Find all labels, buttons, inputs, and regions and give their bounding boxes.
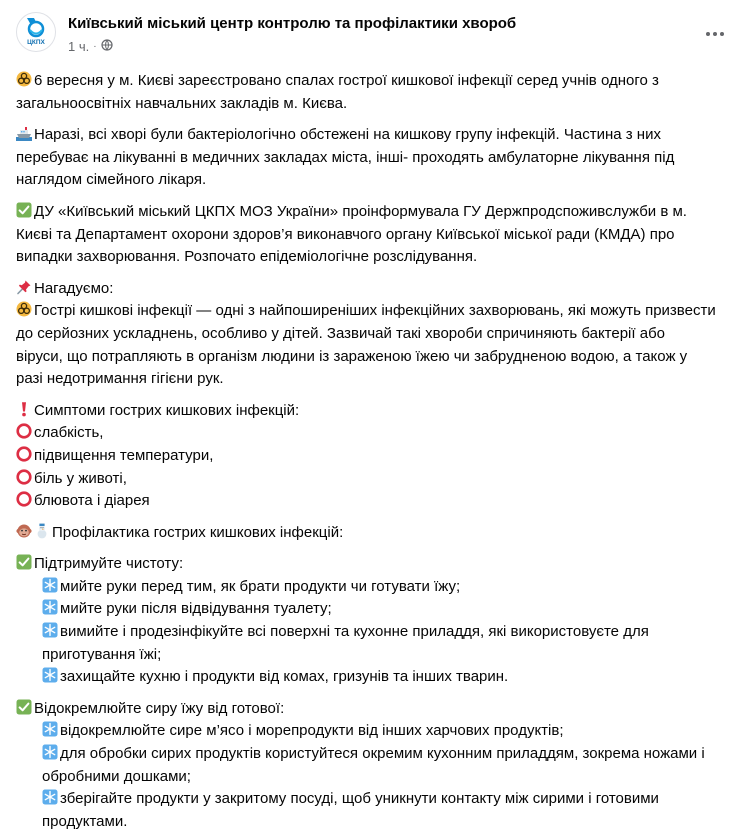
red-circle-icon [16, 469, 32, 485]
post-header [0, 0, 747, 62]
check-mark-icon [16, 699, 32, 715]
post-meta [68, 39, 113, 54]
snowflake-icon [42, 721, 58, 737]
check-mark-icon [16, 202, 32, 218]
paragraph-text: ДУ «Київський міський ЦКПХ МОЗ України» проінформувала ГУ Держпродспоживслужби в м. Києві та Департамент охорони здоров’я виконавчого органу Київської міської ради (КМДА) про випадки захворювання. Розпочато епідеміологічне розслідування. [16, 202, 687, 266]
list-item: захищайте кухню і продукти від комах, гризунів та інших тварин. [16, 666, 716, 689]
list-item: для обробки сирих продуктів користуйтеся окремим кухонним приладдям, зокрема ножами і обробними дошками; [42, 745, 705, 785]
pushpin-icon [16, 279, 32, 295]
prevention-title: Профілактика гострих кишкових інфекцій: [52, 523, 344, 541]
globe-icon [101, 39, 113, 54]
list-item: біль у животі, [16, 468, 716, 491]
list-item: мийте руки перед тим, як брати продукти чи готувати їжу; [16, 576, 716, 599]
check-mark-icon [16, 554, 32, 570]
post-body [16, 62, 716, 833]
clean-block [16, 553, 716, 689]
symptoms-block [16, 400, 716, 513]
snowflake-icon [42, 744, 58, 760]
list-item: блювота і діарея [16, 490, 716, 513]
paragraph-text: 6 вересня у м. Києві зареєстровано спалах гострої кишкової інфекції серед учнів одного з загальноосвітніх навчальних закладів м. Києва. [16, 72, 659, 112]
post-paragraph [16, 201, 716, 269]
section-title: Відокремлюйте сиру їжу від готової: [34, 699, 285, 717]
more-horizontal-icon [705, 31, 725, 37]
biohazard-icon [16, 301, 32, 317]
meta-separator: · [93, 41, 97, 52]
snowflake-icon [42, 599, 58, 615]
snowflake-icon [42, 667, 58, 683]
prevention-block [16, 522, 716, 545]
more-options-button[interactable] [697, 16, 733, 52]
biohazard-icon [16, 71, 32, 87]
avatar-label: ЦКПХ [27, 39, 45, 46]
paragraph-text: Гострі кишкові інфекції — одні з найпоширеніших інфекційних захворювань, які можуть призвести до серйозних ускладнень, особливо у дітей. Зазвичай такі хвороби спричиняють бактерії або віруси, що потрапляють в організм людини із зараженою їжею чи забрудненою водою, а також у разі недотримання гігієни рук. [16, 302, 716, 388]
separate-block [16, 698, 716, 833]
symptoms-title: Симптоми гострих кишкових інфекцій: [34, 401, 300, 419]
snowflake-icon [42, 577, 58, 593]
post-time[interactable]: 1 ч. [68, 39, 90, 54]
snowflake-icon [42, 622, 58, 638]
snowman-icon [34, 523, 50, 539]
red-circle-icon [16, 491, 32, 507]
reminder-title: Нагадуємо: [34, 279, 114, 297]
ship-icon [16, 125, 32, 141]
section-title: Підтримуйте чистоту: [34, 555, 184, 573]
post-paragraph [16, 70, 716, 115]
list-item: підвищення температури, [16, 445, 716, 468]
post-paragraph [16, 124, 716, 192]
page-name[interactable]: Київський міський центр контролю та профілактики хвороб [68, 15, 517, 32]
list-item: слабкість, [16, 422, 716, 445]
red-circle-icon [16, 446, 32, 462]
paragraph-text: Наразі, всі хворі були бактеріологічно обстежені на кишкову групу інфекцій. Частина з них перебуває на лікуванні в медичних закладах міста, інші- проходять амбулаторне лікування під наглядом сімейного лікаря. [16, 126, 675, 189]
red-circle-icon [16, 423, 32, 439]
reminder-block [16, 278, 716, 391]
list-item: мийте руки після відвідування туалету; [16, 598, 716, 621]
exclamation-icon [16, 401, 32, 417]
list-item: вимийте і продезінфікуйте всі поверхні та кухонне приладдя, які використовуєте для приготування їжі; [42, 623, 649, 663]
monkey-icon [16, 523, 32, 539]
list-item: відокремлюйте сире м’ясо і морепродукти від інших харчових продуктів; [16, 720, 716, 743]
avatar[interactable] [16, 12, 56, 52]
snowflake-icon [42, 789, 58, 805]
list-item: зберігайте продукти у закритому посуді, щоб уникнути контакту між сирими і готовими продуктами. [42, 790, 659, 830]
